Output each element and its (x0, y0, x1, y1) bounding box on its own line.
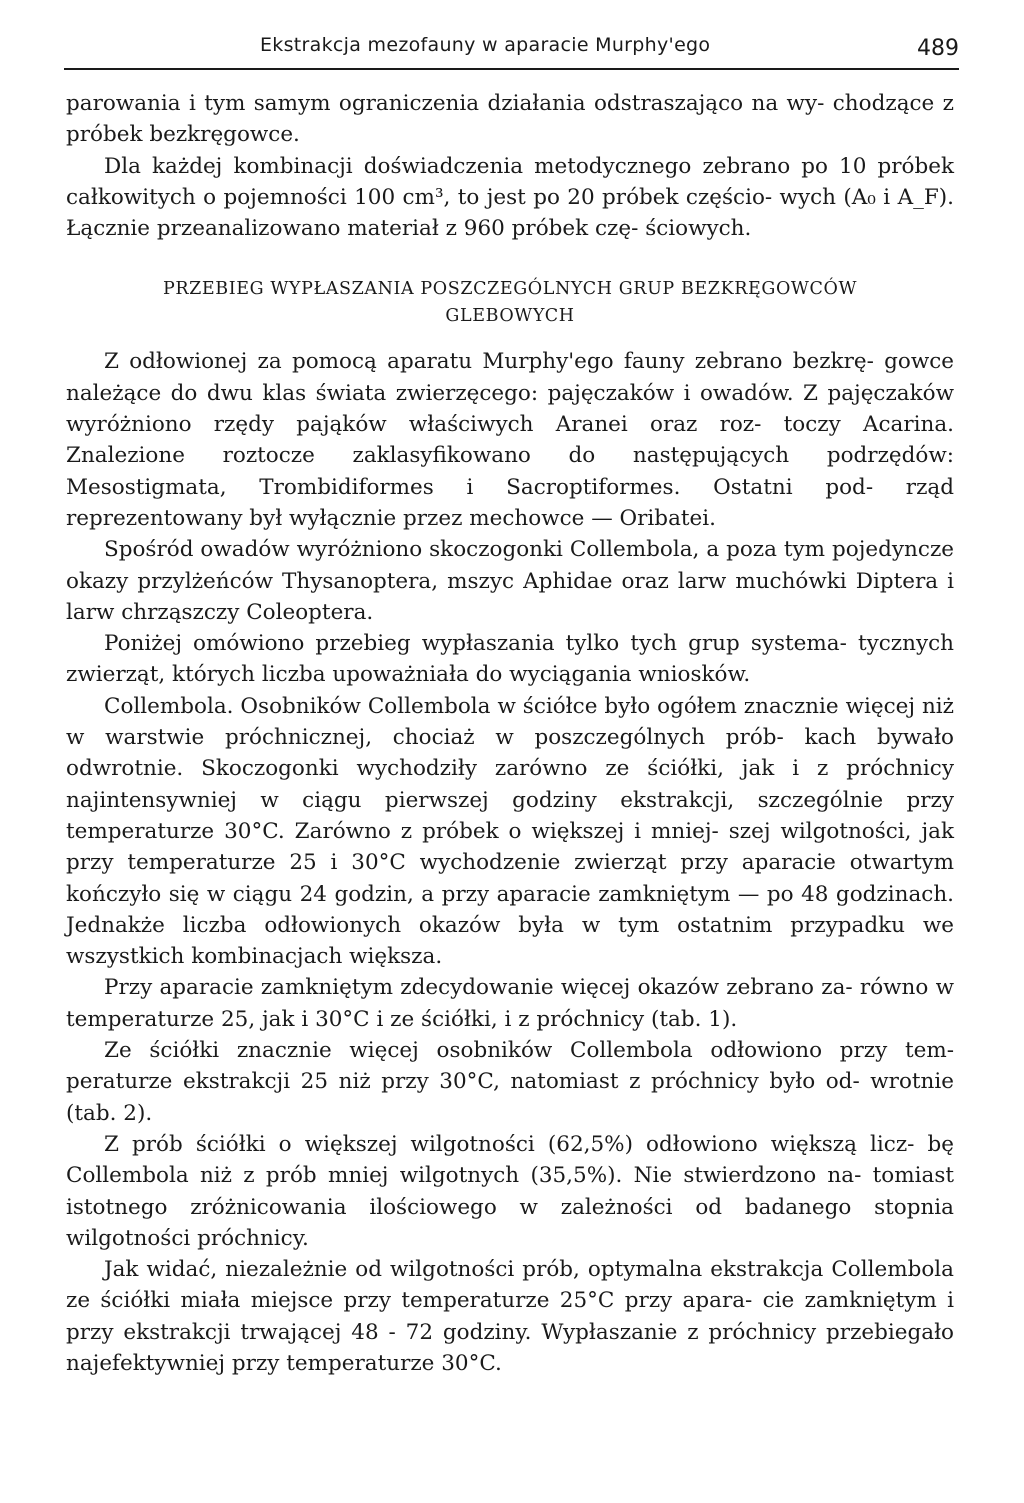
paragraph-rest: gowce należące do dwu klas świata zwierzęcego: pajęczaków i owadów. Z pajęczaków wyróżniono rzędy pająków właściwych Aranei oraz roz- toczy Acarina. Znalezione roztocze zaklasyfikowano do następujących podrzędów: Mesostigmata, Trombidiformes i Sacroptiformes. Ostatni pod- rząd reprezentowany był wyłącznie przez mechowce — Oribatei. (66, 349, 954, 531)
running-title: Ekstrakcja mezofauny w aparacie Murphy'ego (260, 34, 711, 56)
paragraph-rest: bę Collembola niż z prób mniej wilgotnych (35,5%). Nie stwierdzono na- tomiast istotnego zróżnicowania ilościowego w zależności od badanego stopnia wilgotności próchnicy. (66, 1131, 954, 1251)
paragraph-first-line: parowania i tym samym ograniczenia działania odstraszająco na wy- (66, 91, 825, 116)
paragraph-first-line: Przy aparacie zamkniętym zdecydowanie więcej okazów zebrano za- (104, 975, 853, 1001)
page-number: 489 (917, 36, 959, 61)
paragraph-first-line: Collembola. Osobników Collembola w ściółce było ogółem znacznie (104, 693, 839, 719)
paragraph (66, 534, 954, 628)
paragraph-first-line: Ze ściółki znacznie więcej osobników Collembola odłowiono przy tem- (104, 1038, 954, 1064)
paragraph (66, 88, 954, 151)
paragraph (66, 972, 954, 1035)
body-text (66, 88, 954, 1379)
section-heading (66, 276, 954, 330)
paragraph (66, 1035, 954, 1129)
paragraph-rest: próbek całkowitych o pojemności 100 cm³, to jest po 20 próbek częścio- wych (A₀ i A_F). Łącznie przeanalizowano materiał z 960 próbek czę- ściowych. (66, 153, 954, 242)
paragraph-rest: równo w temperaturze 25, jak i 30°C i ze ściółki, i z próchnicy (tab. 1). (66, 975, 954, 1032)
paragraph-rest: Collembola ze ściółki miała miejsce przy temperaturze 25°C przy apara- cie zamkniętym i przy ekstrakcji trwającej 48 - 72 godziny. Wypłaszanie z próchnicy przebiegało najefektywniej przy temperaturze 30°C. (66, 1257, 954, 1376)
paragraph-rest: chodzące z próbek bezkręgowce. (66, 91, 954, 148)
paragraph (66, 1129, 954, 1254)
paragraph-rest: tycznych zwierząt, których liczba upoważniała do wyciągania wniosków. (66, 631, 955, 688)
paragraph-first-line: Dla każdej kombinacji doświadczenia metodycznego zebrano po 10 (104, 153, 867, 179)
paragraph (66, 691, 954, 973)
running-header (64, 22, 959, 70)
paragraph-first-line: Z odłowionej za pomocą aparatu Murphy'ego fauny zebrano bezkrę- (104, 349, 874, 375)
paragraph (66, 1254, 954, 1379)
paragraph (66, 151, 954, 245)
section-heading-line-1: PRZEBIEG WYPŁASZANIA POSZCZEGÓLNYCH GRUP BEZKRĘGOWCÓW (162, 279, 858, 300)
paragraph (66, 628, 954, 691)
paragraph-first-line: Poniżej omówiono przebieg wypłaszania tylko tych grup systema- (104, 631, 847, 657)
paragraph (66, 346, 954, 534)
paragraph-rest: więcej niż w warstwie próchnicznej, chociaż w poszczególnych prób- kach bywało odwrotnie. Skoczogonki wychodziły zarówno ze ściółki, jak i z próchnicy najintensywniej w ciągu pierwszej godziny ekstrakcji, szczególnie przy temperaturze 30°C. Zarówno z próbek o większej i mniej- szej wilgotności, jak przy temperaturze 25 i 30°C wychodzenie zwierząt przy aparacie otwartym kończyło się w ciągu 24 godzin, a przy aparacie zamkniętym — po 48 godzinach. Jednakże liczba odłowionych okazów była w tym ostatnim przypadku we wszystkich kombinacjach większa. (66, 693, 954, 970)
paragraph-rest: peraturze ekstrakcji 25 niż przy 30°C, natomiast z próchnicy było od- wrotnie (tab. 2). (66, 1069, 954, 1126)
section-heading-line-2: GLEBOWYCH (445, 306, 575, 327)
paragraph-first-line: Spośród owadów wyróżniono skoczogonki Collembola, a poza tym (104, 537, 826, 563)
paragraph-first-line: Z prób ściółki o większej wilgotności (62,5%) odłowiono większą licz- (104, 1131, 915, 1157)
paragraph-first-line: Jak widać, niezależnie od wilgotności prób, optymalna ekstrakcja (104, 1257, 824, 1283)
paragraph-rest: pojedyncze okazy przylżeńców Thysanoptera, mszyc Aphidae oraz larw muchówki Diptera i larw chrząszczy Coleoptera. (66, 537, 954, 625)
